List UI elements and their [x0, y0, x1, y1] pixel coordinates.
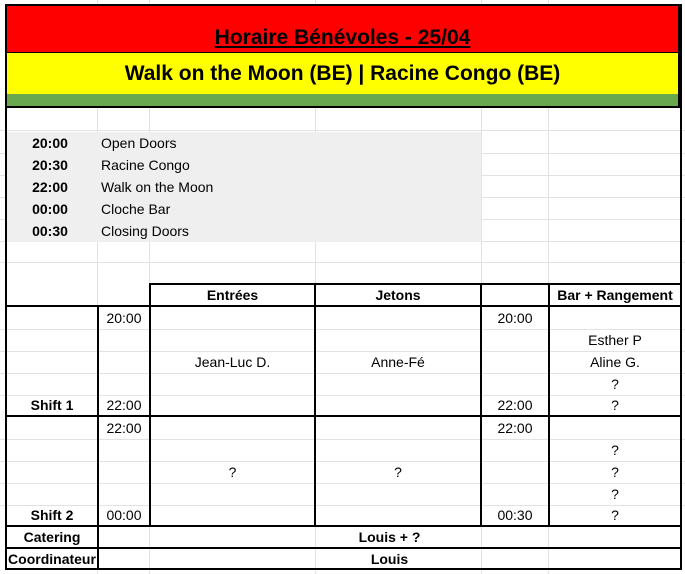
schedule-time: 22:00 [32, 179, 68, 195]
shift1-bar-end: 22:00 [497, 397, 533, 413]
shift2-jetons: ? [394, 464, 402, 480]
coordinateur-label: Coordinateur [8, 550, 96, 567]
event-subtitle: Walk on the Moon (BE) | Racine Congo (BE) [124, 61, 561, 85]
schedule-event: Racine Congo [101, 157, 190, 173]
shift2-end: 00:00 [106, 507, 142, 523]
shift2-bar-end: 00:30 [497, 507, 533, 523]
shift1-end: 22:00 [106, 397, 142, 413]
shift2-bar-start: 22:00 [497, 420, 533, 436]
header-bar: Bar + Rangement [557, 287, 673, 303]
subtitle-banner [5, 52, 680, 94]
shift1-bar-volunteer: ? [611, 397, 619, 413]
shift1-bar-volunteer: ? [611, 376, 619, 392]
shift1-entrees: Jean-Luc D. [194, 354, 271, 370]
schedule-event: Cloche Bar [101, 201, 171, 217]
shift2-start: 22:00 [106, 420, 142, 436]
table-border [314, 283, 316, 527]
shift2-label: Shift 2 [30, 507, 74, 523]
gridline [0, 262, 685, 263]
schedule-event: Walk on the Moon [101, 179, 214, 195]
header-entrees: Entrées [206, 287, 259, 303]
schedule-time: 20:30 [32, 157, 68, 173]
shift2-bar-volunteer: ? [611, 486, 619, 502]
header-jetons: Jetons [375, 287, 421, 303]
shift2-bar-volunteer: ? [611, 464, 619, 480]
catering-label: Catering [23, 529, 81, 545]
table-border [5, 568, 682, 570]
schedule-event: Open Doors [101, 135, 177, 151]
shift1-bar-volunteer: Aline G. [590, 354, 640, 370]
schedule-time: 00:00 [32, 201, 68, 217]
schedule-event: Closing Doors [101, 223, 189, 239]
table-border [680, 4, 682, 570]
shift2-bar-volunteer: ? [611, 442, 619, 458]
coordinateur-value: Louis [370, 550, 409, 567]
shift2-bar-volunteer: ? [611, 507, 619, 523]
shift1-label: Shift 1 [30, 397, 74, 413]
shift1-jetons: Anne-Fé [371, 354, 425, 370]
catering-value: Louis + ? [358, 529, 421, 545]
schedule-time: 20:00 [32, 135, 68, 151]
table-border [5, 108, 7, 570]
schedule-time: 00:30 [32, 223, 68, 239]
shift2-entrees: ? [228, 464, 237, 480]
shift1-bar-volunteer: Esther P [588, 332, 642, 348]
green-separator [5, 94, 680, 108]
shift1-bar-start: 20:00 [497, 310, 533, 326]
table-border [149, 283, 151, 527]
page-title: Horaire Bénévoles - 25/04 [214, 26, 471, 49]
shift1-start: 20:00 [106, 310, 142, 326]
title-banner [5, 4, 680, 52]
gridline [0, 130, 685, 131]
